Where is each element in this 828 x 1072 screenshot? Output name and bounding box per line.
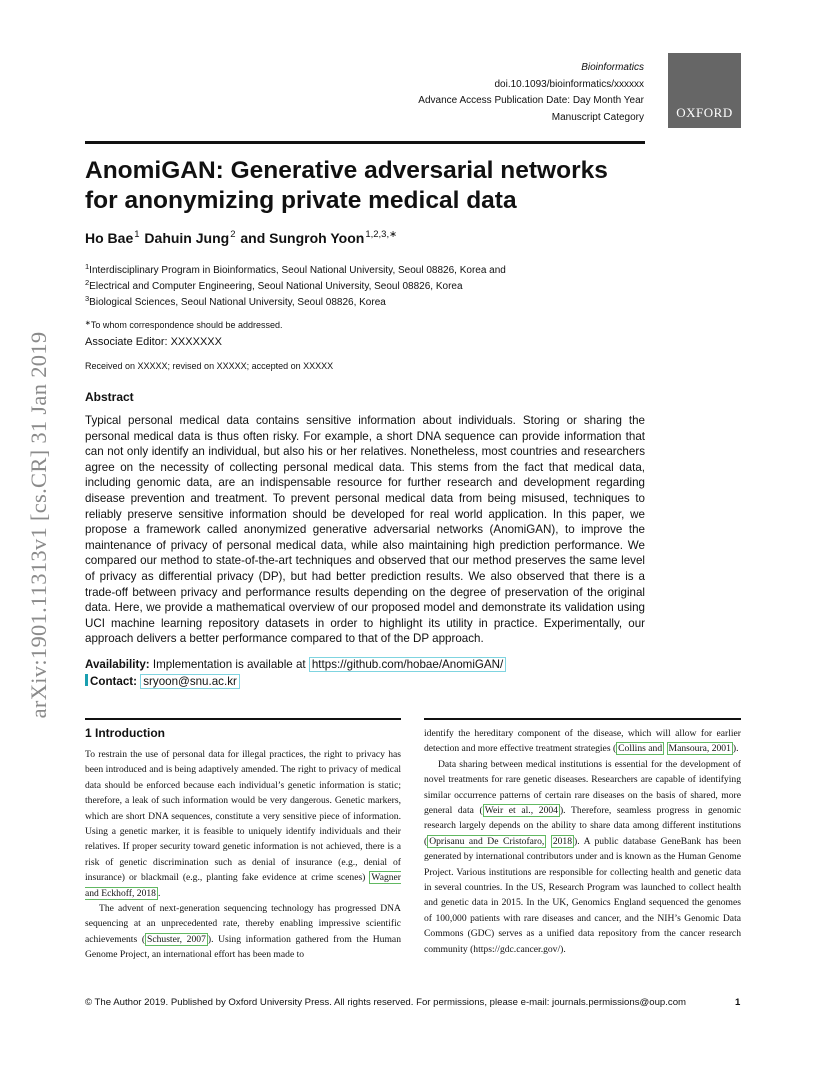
author-affil-mark: 1 bbox=[134, 229, 140, 240]
citation-collins-cont[interactable]: Mansoura, 2001 bbox=[668, 743, 731, 755]
affiliation-number: 1 bbox=[85, 262, 90, 271]
affiliation-number: 3 bbox=[85, 294, 90, 303]
column-rule bbox=[85, 718, 401, 720]
affiliation-text: Biological Sciences, Seoul National University, Seoul 08826, Korea bbox=[89, 297, 386, 308]
citation-oprisanu-cont[interactable]: 2018 bbox=[552, 835, 572, 847]
copyright-footer: © The Author 2019. Published by Oxford University Press. All rights reserved. For permissions, please e-mail: journals.permissions@oup.com bbox=[85, 997, 687, 1008]
paper-title: AnomiGAN: Generative adversarial networks for anonymizing private medical data bbox=[85, 157, 608, 214]
affiliation-2 bbox=[85, 278, 463, 292]
intro-p2-text-end: ). Using information gathered from the Human Genome Project, an international effort has been made to bbox=[85, 933, 401, 961]
citation-oprisanu[interactable]: Oprisanu and De Cristofaro, bbox=[429, 835, 545, 847]
github-link[interactable]: https://github.com/hobae/AnomiGAN/ bbox=[309, 657, 506, 672]
correspondence-mark: ∗ bbox=[85, 320, 91, 327]
citation-wagner[interactable]: Wagner and Eckhoff, 2018 bbox=[85, 872, 401, 899]
intro-paragraph-3 bbox=[424, 726, 741, 757]
author-name: and Sungroh Yoon bbox=[240, 230, 365, 246]
intro-r1-end: ). bbox=[732, 743, 739, 755]
oxford-logo-text: OXFORD bbox=[676, 105, 733, 120]
intro-p2-text: The advent of next-generation sequencing technology has progressed DNA sequencing at an unprecedented rate, thereby enabling impressive scientific achievements ( bbox=[85, 903, 401, 945]
doi-line: doi.10.1093/bioinformatics/xxxxxx bbox=[494, 78, 644, 90]
author-list bbox=[85, 229, 398, 246]
intro-paragraph-1 bbox=[85, 747, 401, 901]
column-rule bbox=[424, 718, 741, 720]
citation-collins[interactable]: Collins and bbox=[618, 743, 663, 755]
received-dates: Received on XXXXX; revised on XXXXX; accepted on XXXXX bbox=[85, 361, 334, 371]
introduction-heading: 1 Introduction bbox=[85, 726, 165, 740]
abstract-body: Typical personal medical data contains sensitive information about individuals. Storing or sharing the personal medical data is thus often risky. For example, a short DNA sequence can provide information that can not only identify an individual, but also his or her relatives. Nonetheless, most countries and researchers agree on the necessity of collecting personal medical data. This stems from the fact that medical data, including genomic data, are an indispensable resource for further research and development regarding disease prevention and treatment. To prevent personal medical data from being misused, techniques to reliably preserve sensitive information should be developed for real world application. In this paper, we propose a framework called anonymized generative adversarial networks (AnomiGAN), to improve the maintenance of privacy of personal medical data, while also maintaining high prediction performance. We compared our method to state-of-the-art techniques and observed that our method preserves the same level of privacy as differential privacy (DP), but had better prediction results. We also observed that there is a trade-off between privacy and performance results depending on the degree of preservation of the original data. Here, we provide a mathematical overview of our proposed model and demonstrate its validation using UCI machine learning repository datasets in order to highlight its utility in practice. Experimentally, our approach delivers a better performance compared to that of the DP approach. bbox=[85, 414, 645, 646]
correspondence-note bbox=[85, 319, 283, 330]
contact-marker bbox=[85, 674, 88, 686]
citation-weir[interactable]: Weir et al., 2004 bbox=[484, 805, 558, 817]
contact-email-link[interactable]: sryoon@snu.ac.kr bbox=[140, 674, 240, 689]
intro-r1-text: identify the hereditary component of the disease, which will allow for earlier detection and more effective treatment strategies ( bbox=[424, 728, 741, 755]
abstract-heading: Abstract bbox=[85, 390, 134, 404]
arxiv-identifier: arXiv:1901.11313v1 [cs.CR] 31 Jan 2019 bbox=[26, 331, 51, 719]
availability-label: Availability: bbox=[85, 658, 150, 671]
intro-paragraph-4 bbox=[424, 757, 741, 957]
page-number: 1 bbox=[735, 997, 741, 1008]
availability-text: Implementation is available at bbox=[152, 658, 306, 671]
access-date-line: Advance Access Publication Date: Day Month Year bbox=[418, 95, 644, 107]
contact-line bbox=[85, 674, 240, 688]
intro-paragraph-2 bbox=[85, 901, 401, 963]
affiliation-text: Electrical and Computer Engineering, Seoul National University, Seoul 08826, Korea bbox=[89, 281, 463, 292]
affiliation-3 bbox=[85, 294, 386, 308]
author-name: Dahuin Jung bbox=[144, 230, 230, 246]
arxiv-side-stamp bbox=[24, 290, 54, 760]
journal-name: Bioinformatics bbox=[581, 62, 644, 73]
affiliation-text: Interdisciplinary Program in Bioinformatics, Seoul National University, Seoul 08826, Korea and bbox=[89, 265, 506, 276]
intro-p1-text: To restrain the use of personal data for illegal practices, the right to privacy has been introduced and is being adaptively amended. The right to privacy of medical data should be enforced because each individual’s genetic information is static; therefore, a leak of such information would be very dangerous. Genetic markers, which are short DNA sequences, constitute a very sensitive piece of information. Using a genetic marker, it is feasible to uniquely identify individuals and their relatives. If proper security toward genetic information is not achieved, there is a risk of genetic discrimination such as denial of insurance (e.g., denial of insurance) or blackmail (e.g., planting fake evidence at crime scenes) bbox=[85, 749, 401, 884]
correspondence-text: To whom correspondence should be addressed. bbox=[90, 320, 283, 330]
author-name: Ho Bae bbox=[85, 230, 134, 246]
affiliation-1 bbox=[85, 262, 506, 276]
associate-editor: Associate Editor: XXXXXXX bbox=[85, 336, 222, 348]
manuscript-category: Manuscript Category bbox=[551, 111, 644, 123]
intro-p1-end: . bbox=[157, 887, 161, 899]
availability-line bbox=[85, 658, 506, 671]
intro-r2-text-mid: ). Therefore, seamless progress in genomic research largely depends on the ability to share data among different institutions ( bbox=[424, 805, 742, 847]
intro-r2-text-end: ). A public database GeneBank has been generated by international contributors under and is known as the Human Genome Project. Various institutions are responsible for collecting health and genetic data in several countries. In the US, Research Program was launched to collect health and genetic data in 2015. In the UK, Genomics England sequenced the genomes of 100,000 patients with rare diseases and cancer, and the NIH’s Genomic Data Commons (GDC) serves as a unified data repository from the cancer research community (https://gdc.cancer.gov/). bbox=[424, 835, 741, 955]
right-column bbox=[424, 718, 741, 957]
author-affil-mark: 1,2,3,∗ bbox=[365, 229, 398, 240]
journal-header bbox=[418, 60, 644, 126]
contact-label: Contact: bbox=[90, 675, 138, 688]
intro-r2-text: Data sharing between medical institutions is essential for the development of novel treatments for rare genetic diseases. Researchers are capable of identifying similar occurrence patterns of certain rare diseases on the basis of shared, more general data ( bbox=[424, 758, 741, 817]
oxford-logo bbox=[668, 53, 741, 128]
left-column bbox=[85, 718, 401, 963]
affiliation-number: 2 bbox=[85, 278, 90, 287]
author-affil-mark: 2 bbox=[230, 229, 236, 240]
citation-schuster[interactable]: Schuster, 2007 bbox=[147, 933, 206, 945]
header-rule bbox=[85, 141, 645, 144]
